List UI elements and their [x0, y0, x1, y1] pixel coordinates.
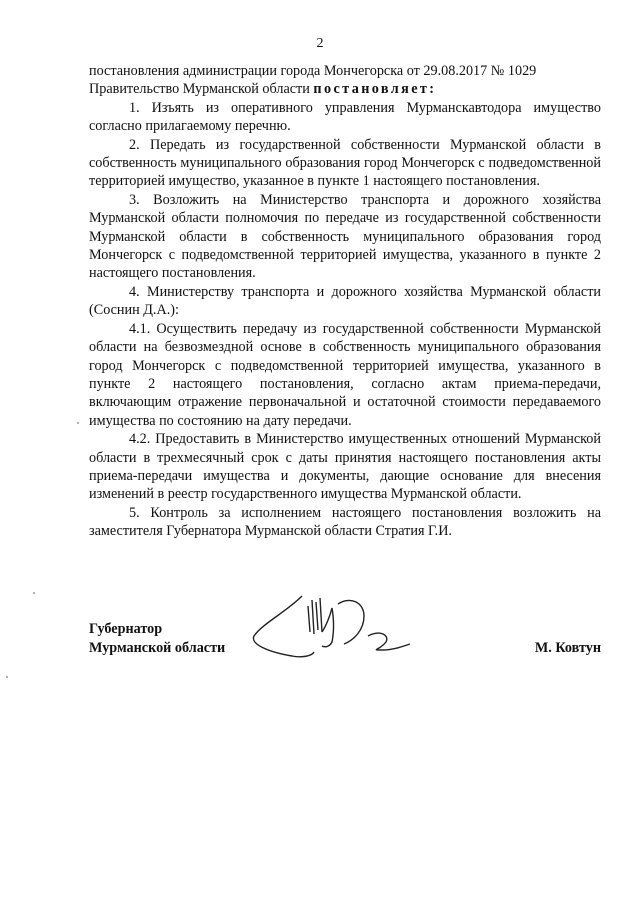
paragraph-4: 4. Министерству транспорта и дорожного хозяйства Мурманской области (Соснин Д.А.): — [89, 283, 601, 319]
scan-speck — [6, 676, 8, 678]
scan-speck — [33, 592, 35, 594]
document-body — [89, 62, 601, 541]
paragraph-4-1: 4.1. Осуществить передачу из государственной собственности Мурманской области на безвозмездной основе в собственность муниципального образования город Мончегорск с подведомственной территорией имущества, указанного в пункте 2 настоящего постановления, согласно актам приема-передачи, включающим отражение первоначальной и остаточной стоимости передаваемого имущества по состоянию на дату передачи. — [89, 320, 601, 429]
paragraph-1: 1. Изъять из оперативного управления Мурманскавтодора имущество согласно прилагаемому перечню. — [89, 99, 601, 135]
signatory-title-line-2: Мурманской области — [89, 640, 226, 656]
scan-speck — [77, 422, 79, 424]
paragraph-2: 2. Передать из государственной собственности Мурманской области в собственность муниципального образования город Мончегорск с подведомственной территорией имущество, указанное в пункте 1 настоящего постановления. — [89, 136, 601, 190]
handwritten-signature — [246, 592, 436, 672]
decree-keyword: постановляет: — [313, 81, 437, 98]
paragraph-5: 5. Контроль за исполнением настоящего постановления возложить на заместителя Губернатора Мурманской области Стратия Г.И. — [89, 504, 601, 540]
intro-line-2 — [89, 80, 601, 98]
signatory-title — [89, 620, 225, 658]
intro-line-1: постановления администрации города Мончегорска от 29.08.2017 № 1029 — [89, 63, 537, 79]
page-number: 2 — [316, 36, 324, 51]
intro-line-2-text: Правительство Мурманской области — [89, 81, 314, 98]
paragraph-3: 3. Возложить на Министерство транспорта и дорожного хозяйства Мурманской области полномочия по передаче из государственной собственности Мурманской области в собственность муниципального образования город Мончегорск с подведомственной территорией имущества, указанного в пункте 2 настоящего постановления. — [89, 191, 601, 282]
signatory-name: М. Ковтун — [534, 640, 601, 656]
paragraph-4-2: 4.2. Предоставить в Министерство имущественных отношений Мурманской области в трехмесячный срок с даты принятия настоящего постановления акты приема-передачи имущества и документы, дающие основание для внесения изменений в реестр государственного имущества Мурманской области. — [89, 431, 601, 503]
signatory-title-line-1: Губернатор — [89, 621, 163, 637]
